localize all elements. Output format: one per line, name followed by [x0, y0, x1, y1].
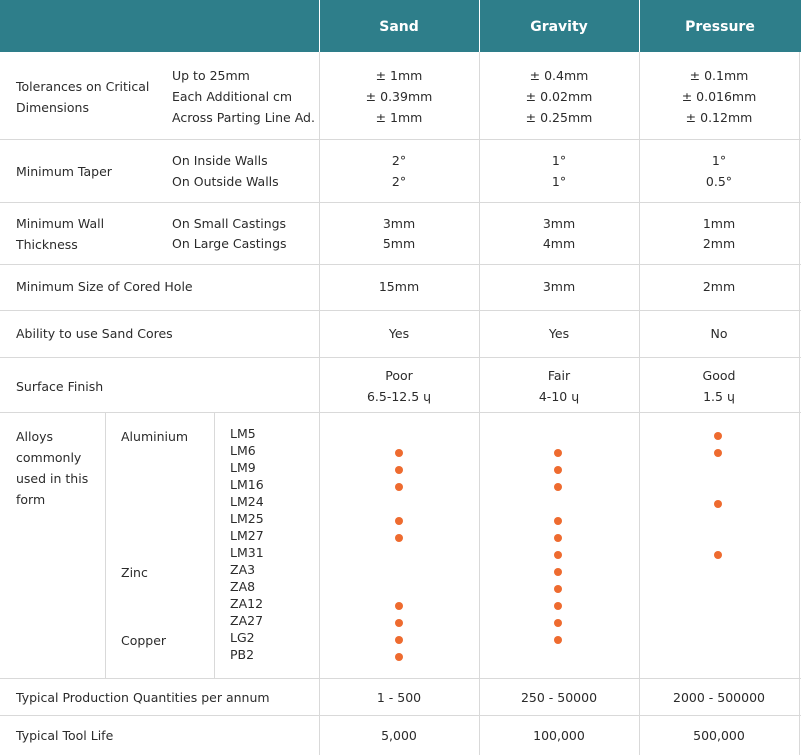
gravity-alloy-dot [554, 517, 562, 525]
alloy-group-copper: Copper [121, 633, 167, 648]
gravity-alloy-dot [554, 602, 562, 610]
pressure-value: Good [702, 368, 736, 383]
gravity-value: 3mm [542, 216, 576, 231]
sand-value: 1 - 500 [376, 690, 422, 705]
row-label-tolerances: Tolerances on Critical Dimensions [16, 79, 150, 115]
gravity-alloy-dot [554, 568, 562, 576]
alloy-group-aluminium: Aluminium [121, 429, 189, 444]
alloy-code: LG2 [230, 630, 255, 645]
sub-label: Up to 25mm [172, 68, 250, 83]
sand-alloy-dot [395, 602, 403, 610]
sand-value: ± 0.39mm [365, 89, 433, 104]
pressure-value: 2mm [702, 236, 736, 251]
header-divider [479, 0, 480, 52]
sub-label: On Inside Walls [172, 153, 268, 168]
sand-value: Poor [385, 368, 413, 383]
header-gravity: Gravity [530, 19, 588, 35]
gravity-value: 100,000 [533, 728, 585, 743]
row-divider [0, 310, 801, 311]
alloy-code: LM27 [230, 528, 264, 543]
gravity-alloy-dot [554, 483, 562, 491]
alloy-code: ZA8 [230, 579, 256, 594]
pressure-alloy-dot [714, 449, 722, 457]
sub-label: Each Additional cm [172, 89, 293, 104]
pressure-value: No [710, 326, 728, 341]
gravity-alloy-dot [554, 449, 562, 457]
alloy-divider [105, 412, 106, 678]
alloy-group-zinc: Zinc [121, 565, 148, 580]
sand-value: 5,000 [381, 728, 417, 743]
sub-label: On Small Castings [172, 216, 287, 231]
alloy-code: ZA12 [230, 596, 264, 611]
pressure-value: ± 0.12mm [685, 110, 753, 125]
gravity-value: 4-10 ɥ [538, 389, 580, 404]
gravity-alloy-dot [554, 551, 562, 559]
gravity-value: 1° [551, 153, 567, 168]
alloy-code: ZA3 [230, 562, 256, 577]
pressure-value: 1° [711, 153, 727, 168]
pressure-value: 2000 - 500000 [673, 690, 765, 705]
gravity-value: ± 0.25mm [525, 110, 593, 125]
pressure-alloy-dot [714, 432, 722, 440]
sand-alloy-dot [395, 534, 403, 542]
pressure-value: 2mm [702, 279, 736, 294]
sand-value: 2° [391, 174, 407, 189]
sand-alloy-dot [395, 653, 403, 661]
sub-label: On Large Castings [172, 236, 287, 251]
alloy-code: PB2 [230, 647, 255, 662]
alloy-code: LM5 [230, 426, 256, 441]
row-divider [0, 715, 801, 716]
gravity-value: Yes [548, 326, 570, 341]
sand-value: ± 1mm [375, 68, 423, 83]
column-divider [799, 52, 800, 755]
pressure-value: 0.5° [705, 174, 733, 189]
gravity-value: Fair [547, 368, 571, 383]
sand-alloy-dot [395, 619, 403, 627]
gravity-alloy-dot [554, 585, 562, 593]
gravity-alloy-dot [554, 466, 562, 474]
sand-alloy-dot [395, 466, 403, 474]
row-divider [0, 264, 801, 265]
row-divider [0, 139, 801, 140]
sand-value: 6.5-12.5 ɥ [366, 389, 432, 404]
row-label-wall-thickness: Minimum Wall Thickness [16, 216, 105, 252]
pressure-value: 1.5 ɥ [703, 389, 735, 404]
sand-value: 15mm [378, 279, 420, 294]
row-label-tool-life: Typical Tool Life [16, 728, 114, 743]
sand-value: 3mm [382, 216, 416, 231]
sub-label: Across Parting Line Ad. [172, 110, 315, 125]
alloy-code: LM9 [230, 460, 256, 475]
alloy-code: LM6 [230, 443, 256, 458]
sand-alloy-dot [395, 636, 403, 644]
sand-value: ± 1mm [375, 110, 423, 125]
header-pressure: Pressure [685, 19, 755, 35]
header-divider [319, 0, 320, 52]
alloy-code: LM16 [230, 477, 264, 492]
gravity-value: ± 0.02mm [525, 89, 593, 104]
gravity-value: 3mm [542, 279, 576, 294]
row-label-alloys: Alloys commonly used in this form [16, 429, 89, 507]
pressure-value: 1mm [702, 216, 736, 231]
pressure-value: 500,000 [693, 728, 745, 743]
pressure-value: ± 0.016mm [681, 89, 757, 104]
row-divider [0, 412, 801, 413]
row-divider [0, 357, 801, 358]
sand-value: Yes [388, 326, 410, 341]
header-divider [639, 0, 640, 52]
gravity-value: 1° [551, 174, 567, 189]
row-label-quantities: Typical Production Quantities per annum [16, 690, 270, 705]
gravity-value: 250 - 50000 [520, 690, 598, 705]
sand-alloy-dot [395, 483, 403, 491]
row-label-cored-hole: Minimum Size of Cored Hole [16, 279, 193, 294]
alloy-code: LM24 [230, 494, 264, 509]
row-divider [0, 202, 801, 203]
gravity-alloy-dot [554, 619, 562, 627]
pressure-alloy-dot [714, 500, 722, 508]
gravity-value: ± 0.4mm [529, 68, 589, 83]
alloy-code: LM31 [230, 545, 264, 560]
table-header [0, 0, 801, 52]
row-label-surface-finish: Surface Finish [16, 379, 104, 394]
alloy-divider [214, 412, 215, 678]
row-label-taper: Minimum Taper [16, 164, 112, 179]
gravity-value: 4mm [542, 236, 576, 251]
sand-value: 2° [391, 153, 407, 168]
sub-label: On Outside Walls [172, 174, 279, 189]
row-label-sand-cores: Ability to use Sand Cores [16, 326, 173, 341]
alloy-code: ZA27 [230, 613, 264, 628]
gravity-alloy-dot [554, 534, 562, 542]
sand-alloy-dot [395, 517, 403, 525]
pressure-alloy-dot [714, 551, 722, 559]
sand-alloy-dot [395, 449, 403, 457]
gravity-alloy-dot [554, 636, 562, 644]
pressure-value: ± 0.1mm [689, 68, 749, 83]
sand-value: 5mm [382, 236, 416, 251]
header-sand: Sand [379, 19, 419, 35]
alloy-code: LM25 [230, 511, 264, 526]
header-blank [0, 0, 319, 52]
row-divider [0, 678, 801, 679]
